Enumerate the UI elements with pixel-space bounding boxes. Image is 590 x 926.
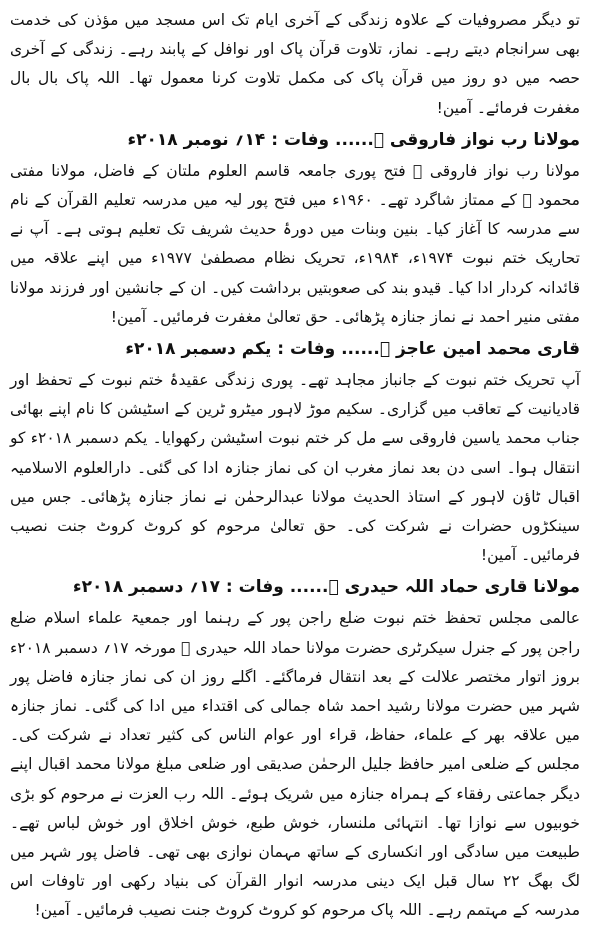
intro-paragraph: تو دیگر مصروفیات کے علاوہ زندگی کے آخری ایام تک اس مسجد میں مؤذن کی خدمت بھی سرانجام دیتے رہے۔ نماز، تلاوت قرآن پاک اور نوافل کے پابند رہے۔ زندگی کے آخری حصہ میں دو روز میں قرآن پاک کی مکمل تلاوت کرنا معمول تھا۔ اللہ پاک بال بال مغفرت فرمائے۔ آمین! (10, 11, 580, 117)
entry-paragraph: آپ تحریک ختم نبوت کے جانباز مجاہد تھے۔ پوری زندگی عقیدۂ ختم نبوت کے تحفظ اور قادیانیت کے تعاقب میں گزاری۔ سکیم موڑ لاہور میٹرو ٹرین کے اسٹیشن کا نام اپنے بھائی جناب محمد یاسین فاروقی سے مل کر ختم نبوت اسٹیشن رکھوایا۔ یکم دسمبر ۲۰۱۸ء کو انتقال ہوا۔ اسی دن بعد نماز مغرب ان کی نماز جنازہ ادا کی گئی۔ دارالعلوم الاسلامیہ اقبال ٹاؤن لاہور کے استاذ الحدیث مولانا عبدالرحمٰن نے نماز جنازہ پڑھائی۔ جس میں سینکڑوں حضرات نے شرکت کی۔ حق تعالیٰ مرحوم کو کروٹ کروٹ جنت نصیب فرمائیں۔ آمین! (10, 371, 580, 565)
obituary-entry-3 (10, 572, 580, 925)
entry-heading: قاری محمد امین عاجز ﷫...... وفات : یکم دسمبر ۲۰۱۸ء (125, 339, 580, 360)
entry-paragraph: عالمی مجلس تحفظ ختم نبوت ضلع راجن پور کے رہنما اور جمعیۃ علماء اسلام ضلع راجن پور کے جنرل سیکرٹری حضرت مولانا حماد اللہ حیدری ﷫ مورخہ ۱۷؍ دسمبر ۲۰۱۸ء بروز اتوار مختصر علالت کے بعد انتقال فرماگئے۔ اگلے روز ان کی نماز جنازہ فاضل پور شہر میں حضرت مولانا رشید احمد شاہ جمالی کی اقتداء میں ادا کی گئی۔ نماز جنازہ میں علاقہ بھر کے علماء، حفاظ، قراء اور عوام الناس کی کثیر تعداد نے شرکت کی۔ مجلس کے ضلعی امیر حافظ جلیل الرحمٰن صدیقی اور ضلعی مبلغ مولانا محمد اقبال اپنے دیگر جماعتی رفقاء کے ہمراہ جنازہ میں شریک ہوئے۔ اللہ رب العزت نے مرحوم کو بڑی خوبیوں سے نوازا تھا۔ انتہائی ملنسار، خوش طبع، خوش اخلاق اور خوش لباس تھے۔ طبیعت میں سادگی اور انکساری کے ساتھ مہمان نوازی بھی تھی۔ فاضل پور شہر میں لگ بھگ ۲۲ سال قبل ایک دینی مدرسہ انوار القرآن کی بنیاد رکھی اور تاوفات اس مدرسہ کے مہتمم رہے۔ اللہ پاک مرحوم کو کروٹ کروٹ جنت نصیب فرمائیں۔ آمین! (10, 609, 581, 920)
obituary-entry-2 (10, 334, 580, 570)
entry-paragraph: مولانا رب نواز فاروقی ﷫ فتح پوری جامعہ قاسم العلوم ملتان کے فاضل، مولانا مفتی محمود ﷫ کے ممتاز شاگرد تھے۔ ۱۹۶۰ء میں فتح پور لیہ میں مدرسہ تعلیم القرآن کے نام سے مدرسہ کا آغاز کیا۔ بنین وبنات میں دورۂ حدیث شریف تک تعلیم ہوتی ہے۔ آپ نے تحاریک ختم نبوت ۱۹۷۴ء، ۱۹۸۴ء، تحریک نظام مصطفیٰ ۱۹۷۷ء میں اپنے علاقہ میں قائدانہ کردار ادا کیا۔ قیدو بند کی صعوبتیں برداشت کیں۔ ان کے جانشین اور فرزند مولانا مفتی منیر احمد نے نماز جنازہ پڑھائی۔ حق تعالیٰ مغفرت فرمائیں۔ آمین! (10, 161, 580, 326)
entry-heading: مولانا رب نواز فاروقی ﷫...... وفات : ۱۴؍ نومبر ۲۰۱۸ء (127, 129, 580, 150)
entry-heading: مولانا قاری حماد اللہ حیدری ﷫...... وفات : ۱۷؍ دسمبر ۲۰۱۸ء (72, 577, 580, 598)
obituary-entry-1 (10, 125, 580, 332)
